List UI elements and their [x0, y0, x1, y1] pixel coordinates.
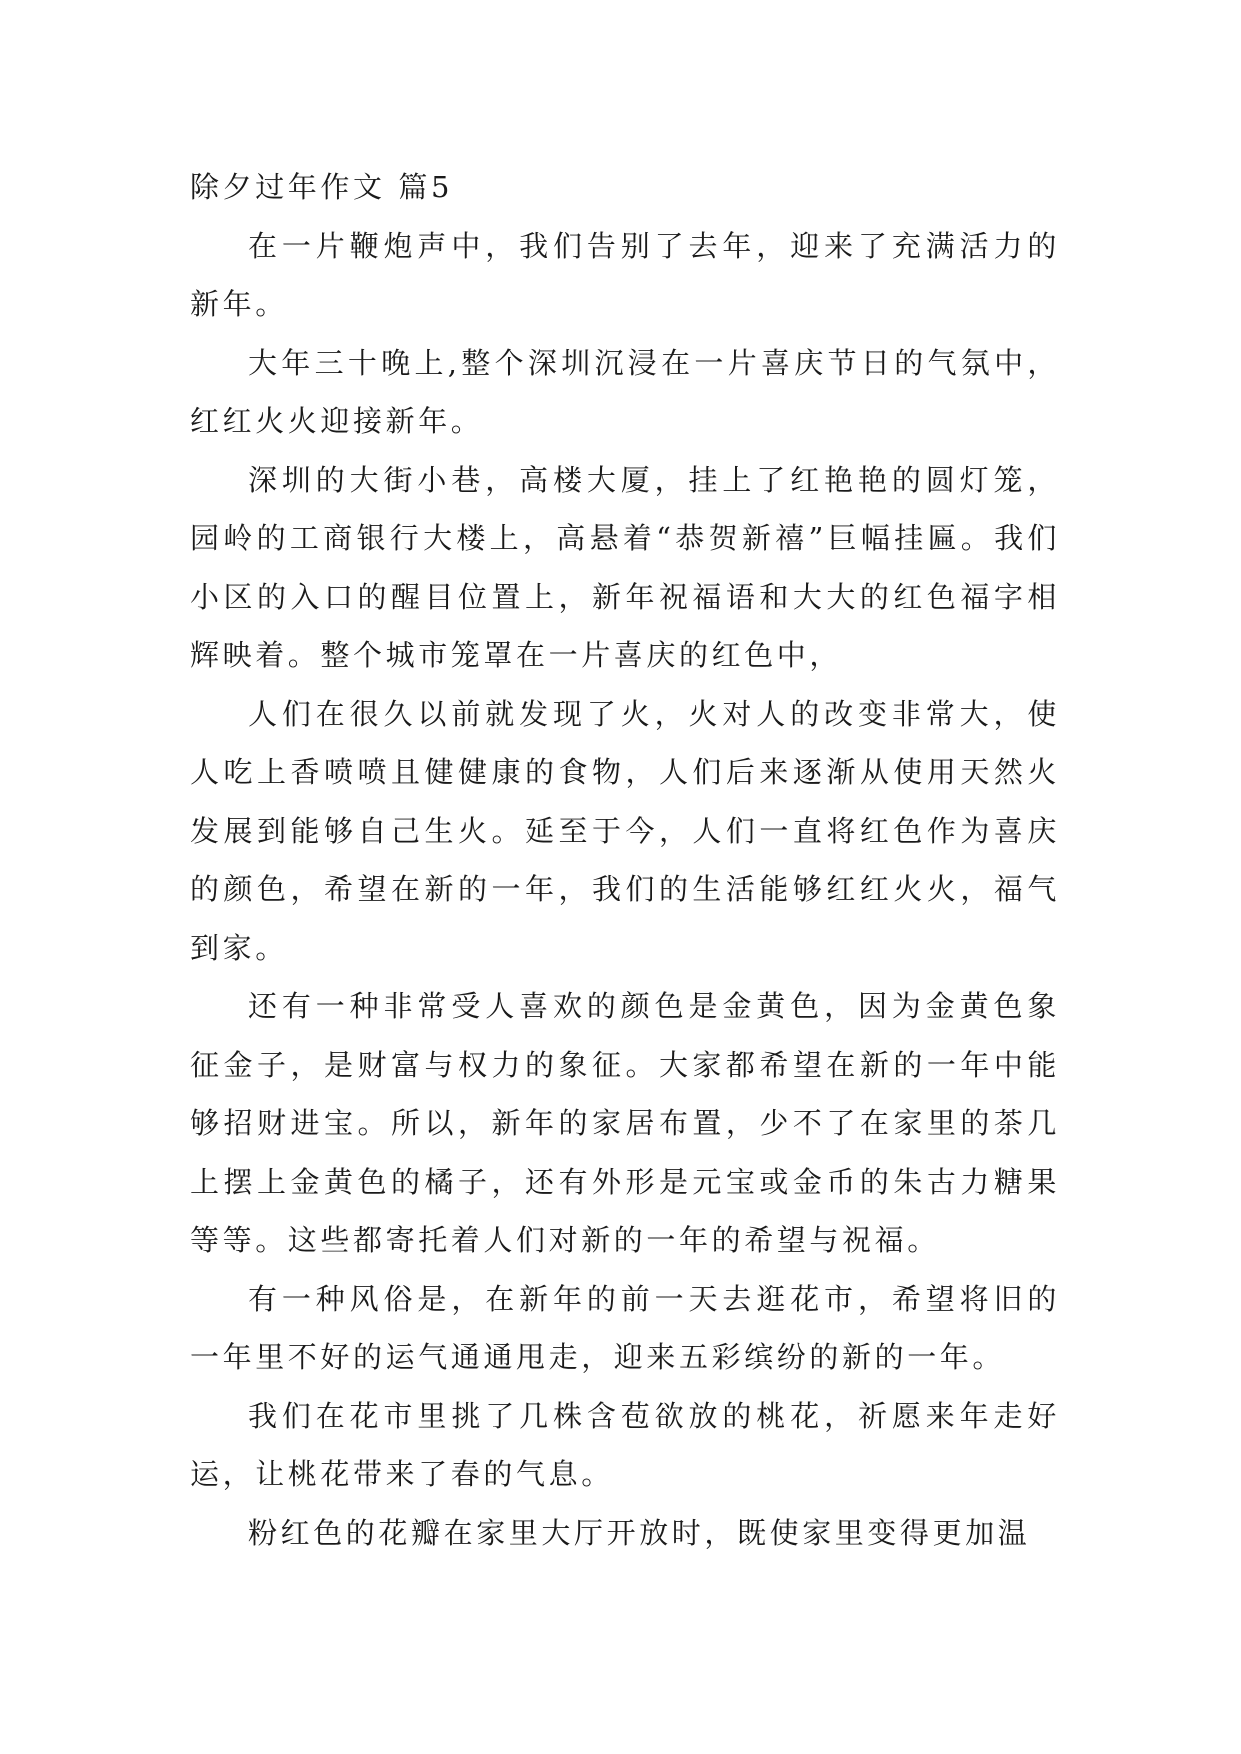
essay-body: [190, 158, 1060, 1562]
paragraph-7: 我们在花市里挑了几株含苞欲放的桃花，祈愿来年走好运，让桃花带来了春的气息。: [190, 1398, 1060, 1491]
paragraph-5: 还有一种非常受人喜欢的颜色是金黄色，因为金黄色象征金子，是财富与权力的象征。大家都希望在新的一年中能够招财进宝。所以，新年的家居布置，少不了在家里的茶几上摆上金黄色的橘子，还有外形是元宝或金币的朱古力糖果等等。这些都寄托着人们对新的一年的希望与祝福。: [190, 989, 1060, 1257]
paragraph-2: 大年三十晚上,整个深圳沉浸在一片喜庆节日的气氛中，红红火火迎接新年。: [190, 345, 1060, 438]
paragraph-4: 人们在很久以前就发现了火，火对人的改变非常大，使人吃上香喷喷且健健康的食物，人们后来逐渐从使用天然火发展到能够自己生火。延至于今，人们一直将红色作为喜庆的颜色，希望在新的一年，我们的生活能够红红火火，福气到家。: [190, 696, 1060, 965]
essay-title: 除夕过年作文 篇5: [190, 170, 454, 204]
paragraph-1: 在一片鞭炮声中，我们告别了去年，迎来了充满活力的新年。: [190, 228, 1060, 321]
paragraph-3: 深圳的大街小巷，高楼大厦，挂上了红艳艳的圆灯笼，园岭的工商银行大楼上，高悬着“恭贺新禧”巨幅挂匾。我们小区的入口的醒目位置上，新年祝福语和大大的红色福字相辉映着。整个城市笼罩在一片喜庆的红色中，: [190, 462, 1060, 672]
paragraph-6: 有一种风俗是，在新年的前一天去逛花市，希望将旧的一年里不好的运气通通甩走，迎来五彩缤纷的新的一年。: [190, 1281, 1060, 1374]
paragraph-8: 粉红色的花瓣在家里大厅开放时，既使家里变得更加温: [248, 1515, 1031, 1550]
